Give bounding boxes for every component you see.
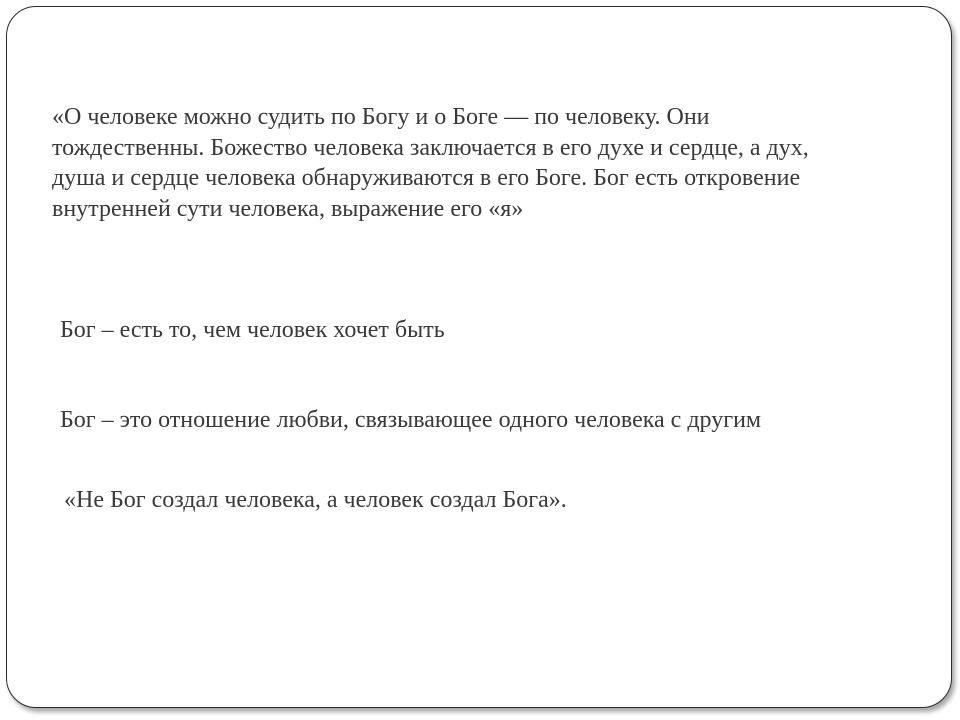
- quote-line-2: тождественны. Божество человека заключается в его духе и сердце, а дух,: [52, 134, 809, 161]
- statement-god-love: Бог – это отношение любви, связывающее одного человека с другим: [60, 407, 762, 433]
- statement-god-desire: Бог – есть то, чем человек хочет быть: [60, 317, 445, 343]
- main-quote: [52, 102, 902, 224]
- statement-man-created-god: «Не Бог создал человека, а человек создал Бога».: [64, 487, 567, 513]
- quote-line-4: внутренней сути человека, выражение его «я»: [52, 195, 524, 222]
- quote-line-1: «О человеке можно судить по Богу и о Боге — по человеку. Они: [52, 104, 710, 130]
- quote-line-3: душа и сердце человека обнаруживаются в его Боге. Бог есть откровение: [52, 165, 801, 191]
